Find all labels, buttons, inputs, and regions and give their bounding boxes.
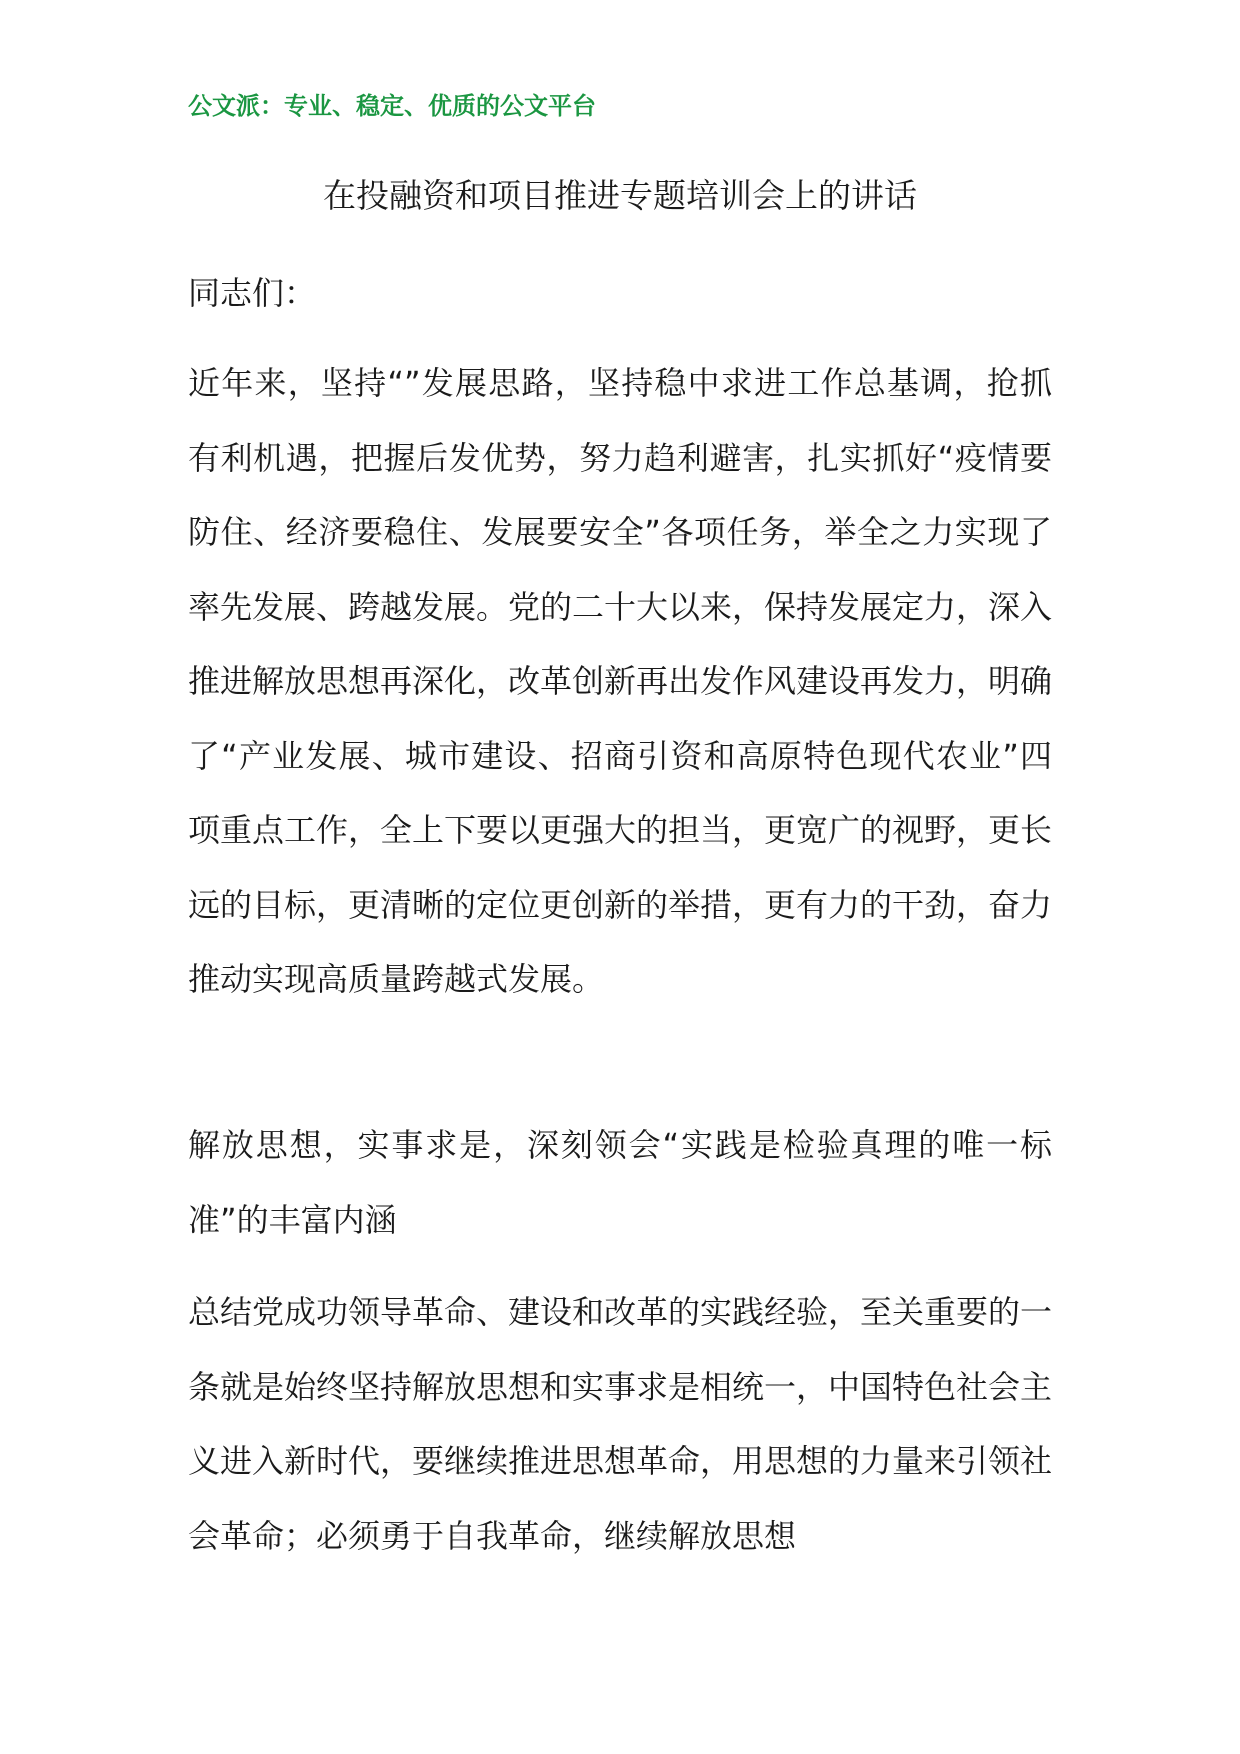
section-heading: 解放思想，实事求是，深刻领会“实践是检验真理的唯一标准”的丰富内涵	[188, 1126, 1052, 1239]
greeting: 同志们：	[188, 274, 317, 312]
paragraph-1: 近年来，坚持“”发展思路，坚持稳中求进工作总基调，抢抓有利机遇，把握后发优势，努力趋利避害，扎实抓好“疫情要防住、经济要稳住、发展要安全”各项任务，举全之力实现了率先发展、跨越发展。党的二十大以来，保持发展定力，深入推进解放思想再深化，改革创新再出发作风建设再发力，明确了“产业发展、城市建设、招商引资和高原特色现代农业”四项重点工作，全上下要以更强大的担当，更宽广的视野，更长远的目标，更清晰的定位更创新的举措，更有力的干劲，奋力推动实现高质量跨越式发展。	[188, 364, 1053, 998]
paragraph-2: 总结党成功领导革命、建设和改革的实践经验，至关重要的一条就是始终坚持解放思想和实事求是相统一，中国特色社会主义进入新时代，要继续推进思想革命，用思想的力量来引领社会革命；必须勇于自我革命，继续解放思想	[188, 1293, 1053, 1555]
document-title: 在投融资和项目推进专题培训会上的讲话	[323, 176, 917, 215]
brand-slogan: 公文派：专业、稳定、优质的公文平台	[188, 91, 596, 120]
